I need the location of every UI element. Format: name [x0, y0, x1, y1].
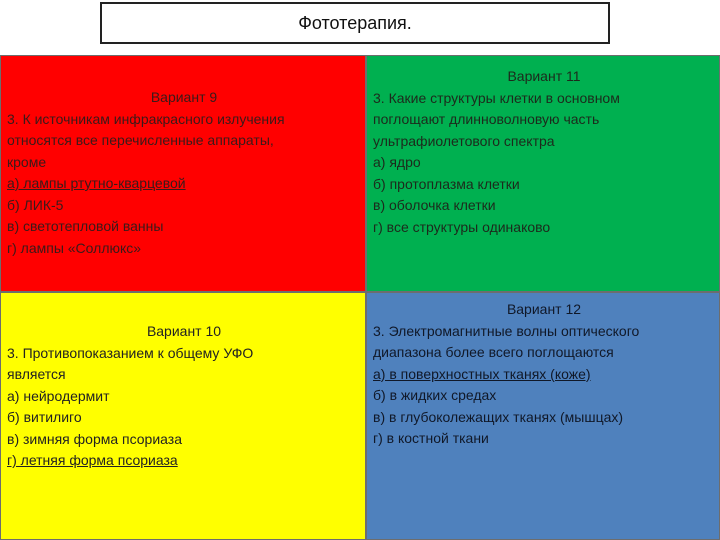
answer-option-d: г) лампы «Соллюкс» [7, 239, 142, 256]
answer-option-c: в) светотепловой ванны [7, 218, 164, 234]
question-line: 3. Электромагнитные волны оптического [373, 322, 640, 339]
answer-option-d: г) в костной ткани [373, 430, 489, 446]
question-line: относятся все перечисленные аппараты, [7, 132, 274, 148]
answer-option-b: б) ЛИК-5 [7, 196, 64, 213]
slide-title [100, 2, 610, 44]
question-line: кроме [7, 153, 47, 170]
slide-title-text: Фототерапия. [298, 12, 412, 33]
question-line: 3. Какие структуры клетки в основном [373, 89, 620, 106]
answer-option-a: а) ядро [373, 154, 421, 170]
panel-variant-12 [366, 292, 720, 540]
answer-option-c: в) оболочка клетки [373, 197, 496, 213]
answer-option-b: б) в жидких средах [373, 387, 497, 403]
answer-option-c: в) в глубоколежащих тканях (мышцах) [373, 408, 624, 425]
answer-option-b: б) витилиго [7, 409, 82, 425]
variant-heading: Вариант 11 [507, 68, 581, 84]
panel-variant-9 [0, 55, 366, 292]
question-line: ультрафиолетового спектра [373, 132, 555, 149]
variant-heading: Вариант 12 [506, 301, 582, 317]
panel-variant-10 [0, 292, 366, 540]
panel-variant-11 [366, 55, 720, 292]
answer-option-c: в) зимняя форма псориаза [7, 430, 182, 447]
answer-option-d: г) летняя форма псориаза [7, 452, 178, 468]
answer-option-a: а) лампы ртутно-кварцевой [7, 175, 186, 191]
variant-heading: Вариант 10 [146, 323, 222, 339]
question-line: 3. К источникам инфракрасного излучения [7, 110, 285, 127]
question-line: является [7, 366, 66, 382]
question-line: диапазона более всего поглощаются [373, 344, 614, 360]
answer-option-d: г) все структуры одинаково [373, 218, 551, 235]
variant-heading: Вариант 9 [150, 89, 218, 105]
answer-option-a: а) в поверхностных тканях (коже) [373, 365, 591, 382]
answer-option-a: а) нейродермит [7, 387, 110, 404]
question-line: 3. Противопоказанием к общему УФО [7, 344, 254, 361]
question-line: поглощают длинноволновую часть [373, 111, 600, 127]
answer-option-b: б) протоплазма клетки [373, 175, 520, 192]
